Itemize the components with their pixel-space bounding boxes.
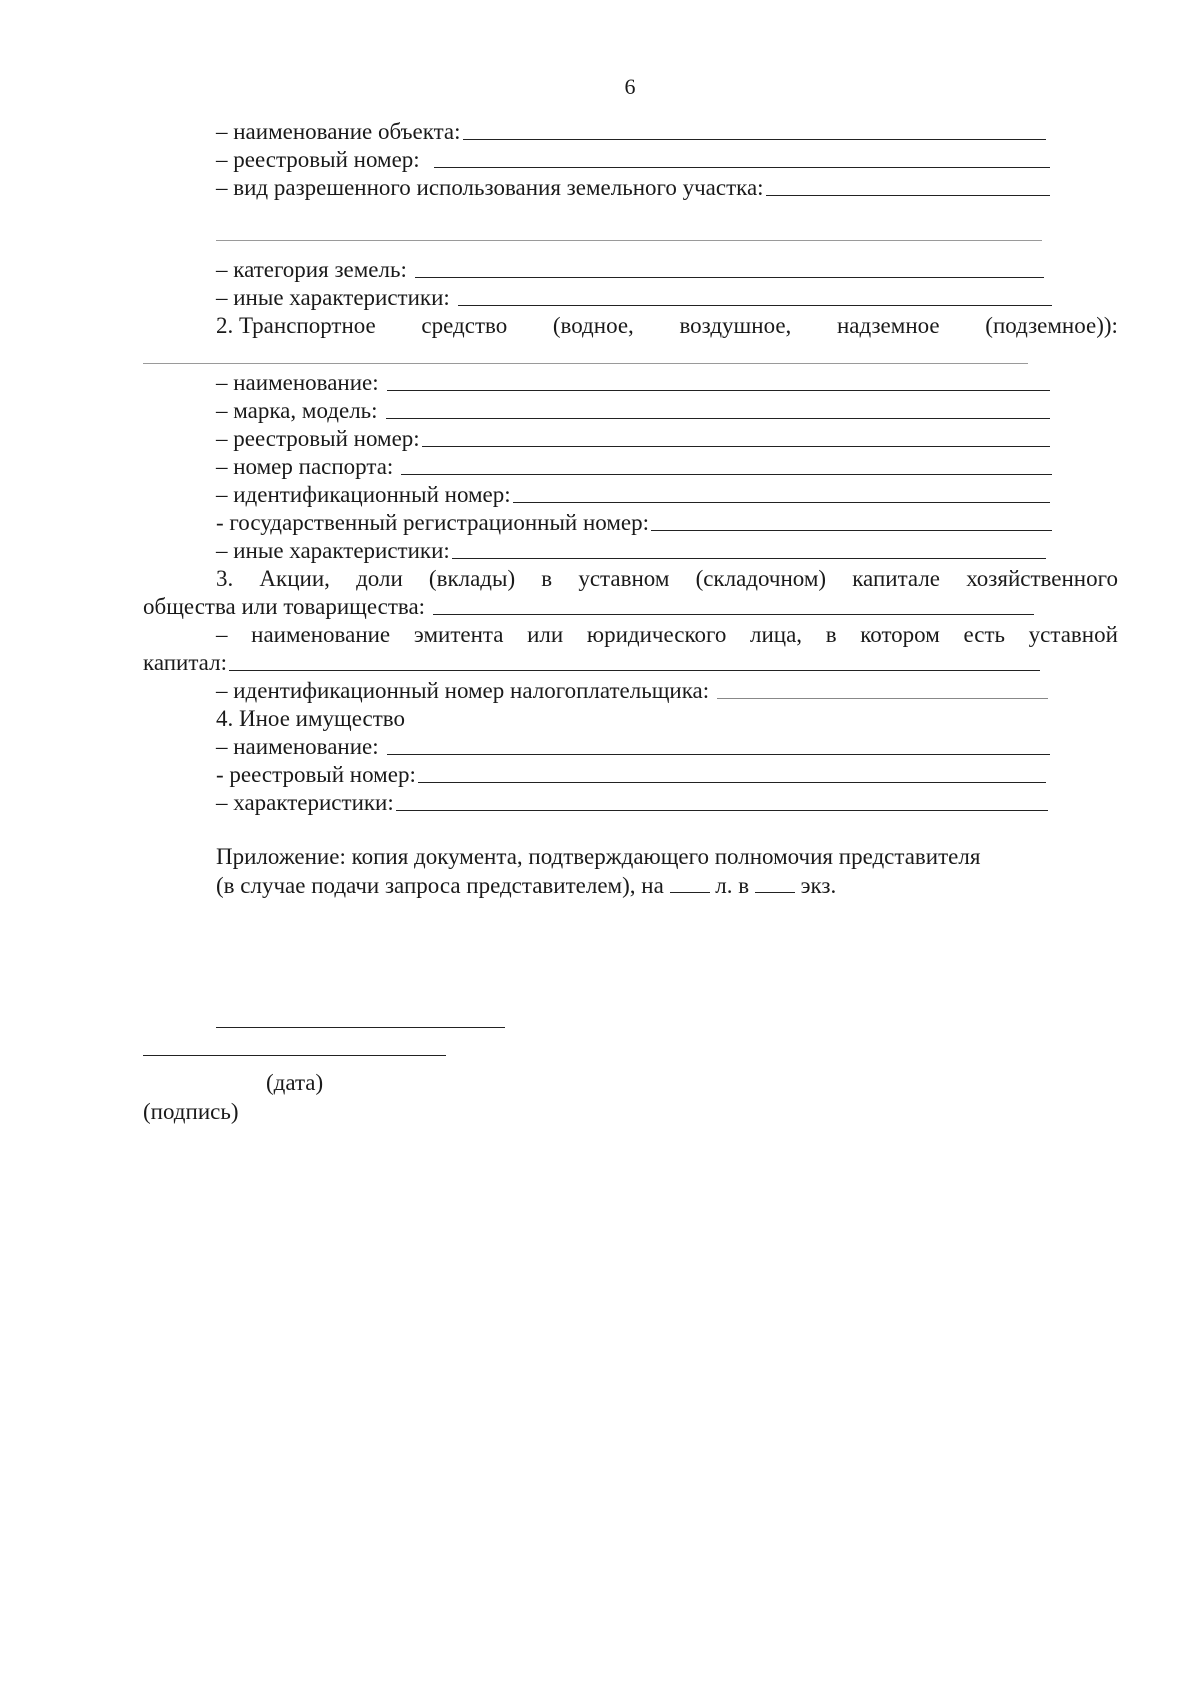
- heading-word: Акции,: [259, 566, 330, 591]
- heading-word: 3.: [216, 566, 234, 591]
- field-label: – идентификационный номер:: [216, 482, 511, 507]
- field-label: – наименование:: [216, 734, 379, 759]
- attachment-text: л. в: [715, 873, 750, 898]
- page-number: 6: [624, 74, 636, 99]
- issuer-word: юридического: [586, 622, 727, 647]
- field-label: – категория земель:: [216, 257, 407, 282]
- fill-line[interactable]: [717, 698, 1048, 699]
- field-company: [143, 592, 1034, 622]
- heading-word: доли: [356, 566, 403, 591]
- fill-line[interactable]: [651, 530, 1052, 531]
- section4-heading: 4. Иное имущество: [216, 706, 405, 731]
- field-land-category: [216, 255, 1044, 285]
- continuation-rule[interactable]: [143, 363, 1028, 364]
- field-label: общества или товарищества:: [143, 594, 426, 619]
- field-label: - реестровый номер:: [216, 762, 416, 787]
- fill-line[interactable]: [433, 614, 1034, 615]
- heading-word: средство: [421, 313, 508, 338]
- attachment-text: экз.: [800, 873, 837, 898]
- date-line[interactable]: [216, 1027, 505, 1028]
- attachment-line-2: [216, 870, 836, 900]
- attachment-text: (в случае подачи запроса представителем), на: [216, 873, 664, 898]
- heading-word: (вклады): [428, 566, 516, 591]
- section3-heading: [216, 564, 1118, 594]
- issuer-word: уставной: [1028, 622, 1118, 647]
- fill-line[interactable]: [766, 195, 1050, 196]
- section2-heading: [216, 311, 1118, 341]
- field-label: – вид разрешенного использования земельного участка:: [216, 175, 764, 200]
- field-other-chars: [216, 788, 1048, 818]
- issuer-word: или: [527, 622, 564, 647]
- field-land-use: [216, 173, 1050, 203]
- field-object-name: [216, 117, 1046, 147]
- heading-word: капитале: [852, 566, 941, 591]
- fill-line[interactable]: [434, 167, 1050, 168]
- field-label: – иные характеристики:: [216, 285, 450, 310]
- field-vehicle-other-chars: [216, 536, 1046, 566]
- field-other-registry: [216, 760, 1046, 790]
- field-capital: [143, 648, 1040, 678]
- fill-line[interactable]: [513, 502, 1050, 503]
- field-id-number: [216, 480, 1050, 510]
- fill-line[interactable]: [415, 277, 1044, 278]
- issuer-word: лица,: [749, 622, 803, 647]
- field-label: капитал:: [143, 650, 227, 675]
- issuer-word: наименование: [251, 622, 391, 647]
- field-brand-model: [216, 396, 1050, 426]
- date-label: (дата): [266, 1070, 324, 1095]
- field-label: – наименование:: [216, 370, 379, 395]
- field-label: – реестровый номер:: [216, 147, 420, 172]
- heading-word: (водное,: [552, 313, 634, 338]
- fill-line[interactable]: [422, 446, 1050, 447]
- field-vehicle-name: [216, 368, 1050, 398]
- fill-line[interactable]: [387, 390, 1050, 391]
- field-label: – реестровый номер:: [216, 426, 420, 451]
- issuer-word: есть: [963, 622, 1005, 647]
- field-registry-number: [216, 145, 1050, 175]
- field-vehicle-registry: [216, 424, 1050, 454]
- fill-line[interactable]: [401, 474, 1052, 475]
- field-label: – идентификационный номер налогоплательщика:: [216, 678, 710, 703]
- field-other-chars: [216, 283, 1052, 313]
- field-label: – характеристики:: [216, 790, 394, 815]
- attachment-line-1: Приложение: копия документа, подтверждающего полномочия представителя: [216, 844, 981, 869]
- field-passport-number: [216, 452, 1052, 482]
- field-label: – наименование объекта:: [216, 119, 461, 144]
- issuer-word: котором: [860, 622, 940, 647]
- signature-label: (подпись): [143, 1099, 239, 1124]
- field-label: – номер паспорта:: [216, 454, 394, 479]
- fill-line[interactable]: [463, 139, 1046, 140]
- heading-word: надземное: [836, 313, 940, 338]
- signature-line[interactable]: [143, 1055, 446, 1056]
- field-inn: [216, 676, 1048, 706]
- fill-line[interactable]: [452, 558, 1046, 559]
- fill-line[interactable]: [396, 810, 1048, 811]
- field-label: – иные характеристики:: [216, 538, 450, 563]
- copies-blank[interactable]: [755, 870, 795, 893]
- heading-word: хозяйственного: [966, 566, 1118, 591]
- heading-word: в: [541, 566, 553, 591]
- fill-line[interactable]: [387, 754, 1050, 755]
- heading-word: уставном: [578, 566, 670, 591]
- issuer-word: в: [825, 622, 837, 647]
- field-label: – марка, модель:: [216, 398, 378, 423]
- fill-line[interactable]: [386, 418, 1050, 419]
- issuer-line: [216, 620, 1118, 650]
- fill-line[interactable]: [229, 670, 1040, 671]
- heading-word: воздушное,: [679, 313, 792, 338]
- fill-line[interactable]: [458, 305, 1052, 306]
- heading-word: (подземное)):: [985, 313, 1118, 338]
- sheets-blank[interactable]: [670, 870, 710, 893]
- fill-line[interactable]: [418, 782, 1046, 783]
- field-state-reg-number: [216, 508, 1052, 538]
- issuer-word: эмитента: [413, 622, 504, 647]
- heading-word: 2. Транспортное: [216, 313, 376, 338]
- field-label: - государственный регистрационный номер:: [216, 510, 650, 535]
- continuation-rule[interactable]: [216, 240, 1042, 241]
- field-other-name: [216, 732, 1050, 762]
- heading-word: (складочном): [695, 566, 827, 591]
- issuer-word: –: [216, 622, 228, 647]
